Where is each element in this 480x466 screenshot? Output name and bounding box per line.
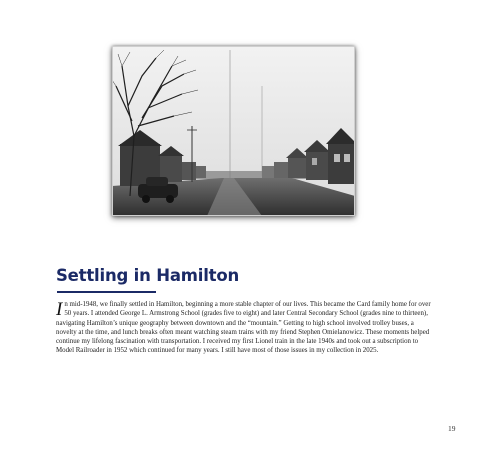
- heading-underline: [57, 291, 156, 293]
- body-paragraph: [56, 300, 434, 356]
- section-heading: Settling in Hamilton: [56, 266, 240, 285]
- body-paragraph-text: n mid-1948, we finally settled in Hamilton, beginning a more stable chapter of our lives. This became the Card family home for over 50 years. I attended George L. Armstrong School (grades five to eight) and later Central Secondary School (grades nine to thirteen), navigating Hamilton’s unique geography between downtown and the “mountain.” Getting to high school involved trolley buses, a novelty at the time, and lunch breaks often meant watching steam trains with my friend Stephen Omielanowicz. These moments helped continue my lifelong fascination with transportation. I received my first Lionel train in the late 1940s and took out a subscription to Model Railroader in 1952 which continued for many years. I still have most of those issues in my collection in 2025.: [56, 301, 431, 355]
- street-photo-image: [112, 46, 355, 216]
- street-photo: [112, 46, 355, 216]
- page-number: 19: [448, 424, 456, 433]
- drop-cap: I: [56, 299, 63, 320]
- body-text: [56, 300, 434, 356]
